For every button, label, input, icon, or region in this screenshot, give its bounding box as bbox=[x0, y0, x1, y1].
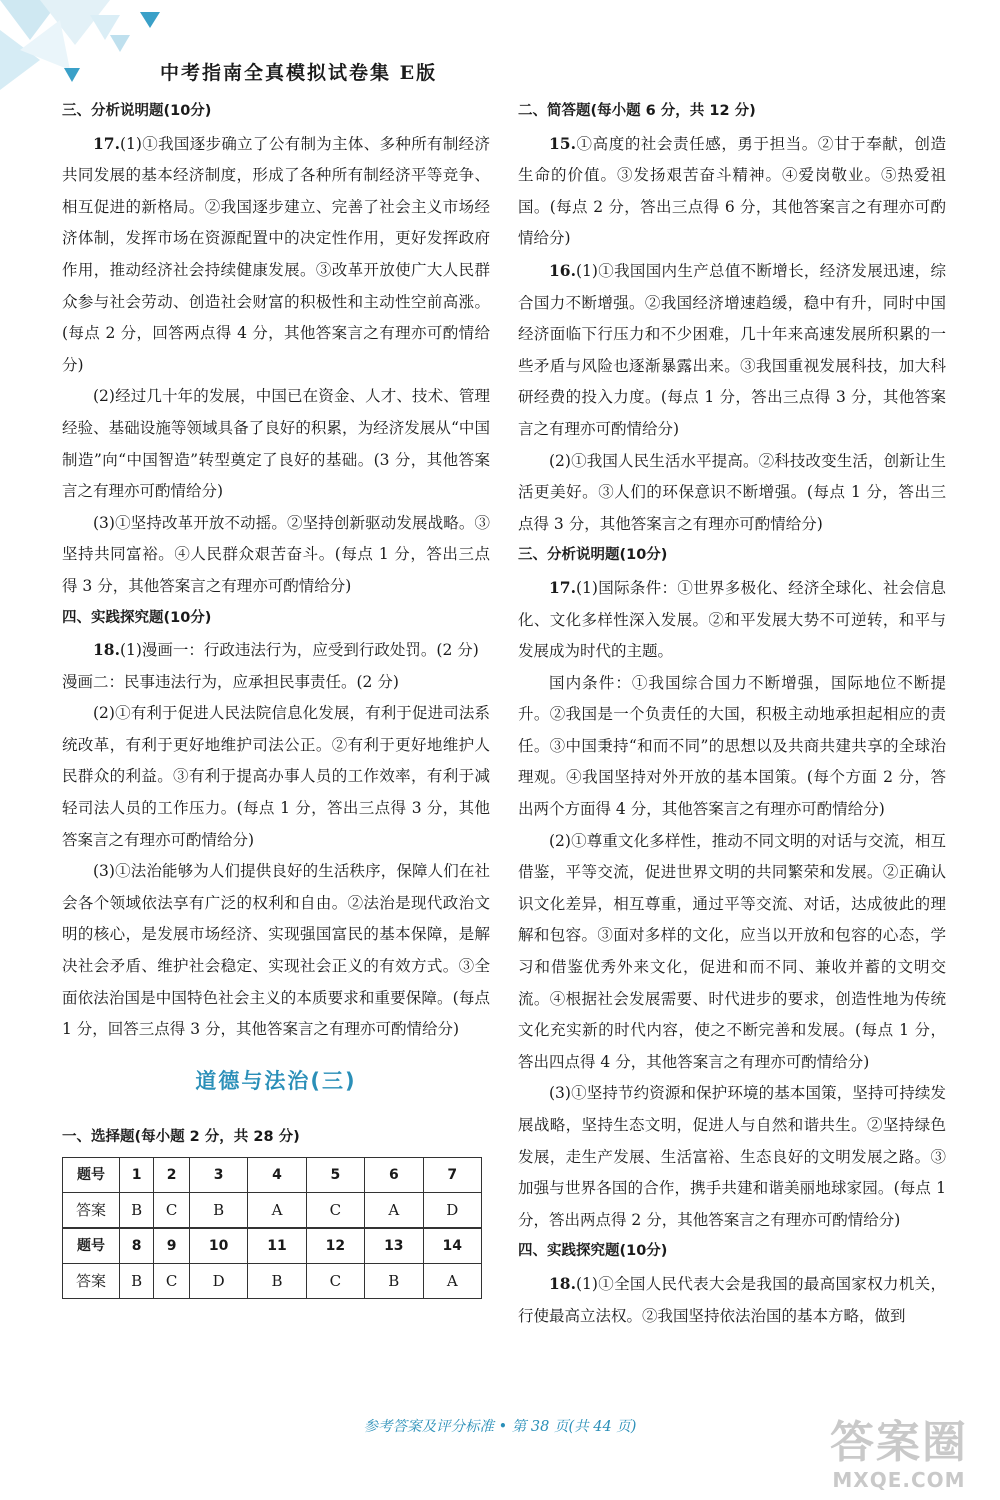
question-number: 18. bbox=[549, 1273, 576, 1293]
table-cell: 9 bbox=[154, 1228, 190, 1264]
right-column bbox=[518, 96, 946, 1332]
row-label: 答案 bbox=[63, 1264, 120, 1299]
row-label: 答案 bbox=[63, 1193, 120, 1229]
section-title: 二、简答题(每小题 6 分，共 12 分) bbox=[518, 103, 756, 119]
section-title: 四、实践探究题(10分) bbox=[62, 609, 212, 626]
table-cell: D bbox=[189, 1264, 247, 1299]
table-cell: 11 bbox=[248, 1228, 306, 1264]
answer-text: ①高度的社会责任感，勇于担当。②甘于奉献，创造生命的价值。③发扬艰苦奋斗精神。④爱岗敬业。⑤热爱祖国。(每点 2 分，答出三点得 6 分，其他答案言之有理亦可酌情给分) bbox=[518, 134, 946, 248]
table-cell: C bbox=[306, 1193, 364, 1229]
question-number: 17. bbox=[549, 577, 576, 597]
header-title: 中考指南全真模拟试卷集 E版 bbox=[160, 62, 438, 84]
answer-paragraph: 国内条件：①我国综合国力不断增强，国际地位不断提升。②我国是一个负责任的大国，积极主动地承担起相应的责任。③中国秉持“和而不同”的思想以及共商共建共享的全球治理观。④我国坚持对外开放的基本国策。(每个方面 2 分，答出两个方面得 4 分，其他答案言之有理亦可酌情给分) bbox=[518, 673, 946, 819]
answer-paragraph: (3)①坚持节约资源和保护环境的基本国策，坚持可持续发展战略，坚持生态文明，促进人与自然和谐共生。②坚持绿色发展，走生产发展、生活富裕、生态良好的文明发展之路。③加强与世界各国的合作，携手共建和谐美丽地球家园。(每点 1 分，答出两点得 2 分，其他答案言之有理亦可酌情给分) bbox=[518, 1084, 946, 1229]
question-number: 16. bbox=[549, 260, 576, 280]
table-cell: D bbox=[423, 1193, 481, 1229]
table-cell: 1 bbox=[120, 1158, 154, 1193]
answer-paragraph: 漫画二：民事违法行为，应承担民事责任。(2 分) bbox=[62, 672, 399, 691]
table-cell: C bbox=[306, 1264, 364, 1299]
answer-paragraph: (3)①坚持改革开放不动摇。②坚持创新驱动发展战略。③坚持共同富裕。④人民群众艰苦奋斗。(每点 1 分，答出三点得 3 分，其他答案言之有理亦可酌情给分) bbox=[62, 513, 490, 595]
row-label: 题号 bbox=[63, 1158, 120, 1193]
answer-text: (1)①全国人民代表大会是我国的最高国家权力机关，行使最高立法权。②我国坚持依法治国的基本方略，做到 bbox=[518, 1274, 946, 1325]
question-number: 15. bbox=[549, 133, 576, 153]
answer-paragraph bbox=[518, 128, 946, 255]
left-column bbox=[62, 96, 490, 1299]
table-cell: B bbox=[189, 1193, 247, 1229]
answer-paragraph: (2)①我国人民生活水平提高。②科技改变生活，创新让生活更美好。③人们的环保意识不断增强。(每点 1 分，答出三点得 3 分，其他答案言之有理亦可酌情给分) bbox=[518, 451, 946, 533]
answer-paragraph: (2)①尊重文化多样性，推动不同文明的对话与交流，相互借鉴，平等交流，促进世界文明的共同繁荣和发展。②正确认识文化差异，相互尊重，通过平等交流、对话，达成彼此的理解和包容。③面对多样的文化，应当以开放和包容的心态，学习和借鉴优秀外来文化，促进和而不同、兼收并蓄的文明交流。④根据社会发展需要、时代进步的要求，创造性地为传统文化充实新的时代内容，使之不断完善和发展。(每点 1 分，答出四点得 4 分，其他答案言之有理亦可酌情给分) bbox=[518, 831, 946, 1071]
answer-text: (1)国际条件：①世界多极化、经济全球化、社会信息化、文化多样性深入发展。②和平发展大势不可逆转，和平与发展成为时代的主题。 bbox=[518, 578, 946, 661]
watermark-logo bbox=[830, 1418, 968, 1492]
page-footer: 参考答案及评分标准 • 第 38 页(共 44 页) bbox=[363, 1419, 637, 1435]
watermark-logo-text: 答案圈 bbox=[830, 1417, 968, 1468]
set-title: 道德与法治(三) bbox=[195, 1068, 357, 1093]
table-cell: 14 bbox=[423, 1228, 481, 1264]
answer-paragraph bbox=[518, 572, 946, 668]
section-title: 三、分析说明题(10分) bbox=[62, 103, 212, 119]
table-cell: A bbox=[248, 1193, 306, 1229]
table-cell: 8 bbox=[120, 1228, 154, 1264]
answer-paragraph bbox=[518, 255, 946, 446]
answer-paragraph bbox=[518, 1268, 946, 1332]
table-cell: C bbox=[154, 1193, 190, 1229]
answer-table bbox=[62, 1157, 482, 1299]
answer-paragraph: (2)①有利于促进人民法院信息化发展，有利于促进司法系统改革，有利于更好地维护司法公正。②有利于更好地维护人民群众的利益。③有利于提高办事人员的工作效率，有利于减轻司法人员的工作压力。(每点 1 分，答出三点得 3 分，其他答案言之有理亦可酌情给分) bbox=[62, 704, 490, 849]
table-row bbox=[63, 1264, 482, 1299]
table-cell: B bbox=[120, 1264, 154, 1299]
table-cell: 5 bbox=[306, 1158, 364, 1193]
table-cell: 12 bbox=[306, 1228, 364, 1264]
answer-text: (1)①我国国内生产总值不断增长，经济发展迅速，综合国力不断增强。②我国经济增速趋缓，稳中有升，同时中国经济面临下行压力和不少困难，几十年来高速发展所积累的一些矛盾与风险也逐渐暴露出来。③我国重视发展科技，加大科研经费的投入力度。(每点 1 分，答出三点得 3 分，其他答案言之有理亦可酌情给分) bbox=[518, 261, 946, 438]
answer-paragraph: (2)经过几十年的发展，中国已在资金、人才、技术、管理经验、基础设施等领域具备了良好的积累，为经济发展从“中国制造”向“中国智造”转型奠定了良好的基础。(3 分，其他答案言之有理亦可酌情给分) bbox=[62, 387, 490, 501]
table-cell: 7 bbox=[423, 1158, 481, 1193]
table-cell: 2 bbox=[154, 1158, 190, 1193]
table-cell: C bbox=[154, 1264, 190, 1299]
section-title: 一、选择题(每小题 2 分，共 28 分) bbox=[62, 1128, 300, 1145]
corner-triangle-decoration bbox=[0, 0, 170, 100]
answer-paragraph: (3)①法治能够为人们提供良好的生活秩序，保障人们在社会各个领域依法享有广泛的权利和自由。②法治是现代政治文明的核心，是发展市场经济、实现强国富民的基本保障，是解决社会矛盾、维护社会稳定、实现社会正义的有效方式。③全面依法治国是中国特色社会主义的本质要求和重要保障。(每点 1 分，回答三点得 3 分，其他答案言之有理亦可酌情给分) bbox=[62, 862, 490, 1039]
question-number: 18. bbox=[93, 640, 120, 660]
table-cell: 10 bbox=[189, 1228, 247, 1264]
table-cell: 3 bbox=[189, 1158, 247, 1193]
table-cell: 6 bbox=[365, 1158, 423, 1193]
table-row bbox=[63, 1158, 482, 1193]
answer-paragraph bbox=[62, 634, 490, 667]
row-label: 题号 bbox=[63, 1228, 120, 1264]
table-cell: A bbox=[365, 1193, 423, 1229]
table-cell: 13 bbox=[365, 1228, 423, 1264]
table-cell: B bbox=[248, 1264, 306, 1299]
answer-paragraph bbox=[62, 128, 490, 382]
table-cell: A bbox=[423, 1264, 481, 1299]
table-cell: 4 bbox=[248, 1158, 306, 1193]
table-row bbox=[63, 1193, 482, 1229]
table-cell: B bbox=[120, 1193, 154, 1229]
section-title: 三、分析说明题(10分) bbox=[518, 547, 668, 564]
question-number: 17. bbox=[93, 133, 120, 153]
table-cell: B bbox=[365, 1264, 423, 1299]
answer-text: (1)漫画一：行政违法行为，应受到行政处罚。(2 分) bbox=[119, 641, 479, 660]
table-row bbox=[63, 1228, 482, 1264]
watermark-url: MXQE.COM bbox=[832, 1468, 966, 1492]
section-title: 四、实践探究题(10分) bbox=[518, 1243, 668, 1260]
answer-text: (1)①我国逐步确立了公有制为主体、多种所有制经济共同发展的基本经济制度，形成了各种所有制经济平等竞争、相互促进的新格局。②我国逐步建立、完善了社会主义市场经济体制，发挥市场在资源配置中的决定性作用，更好发挥政府作用，推动经济社会持续健康发展。③改革开放使广大人民群众参与社会劳动、创造社会财富的积极性和主动性空前高涨。(每点 2 分，回答两点得 4 分，其他答案言之有理亦可酌情给分) bbox=[62, 134, 490, 374]
